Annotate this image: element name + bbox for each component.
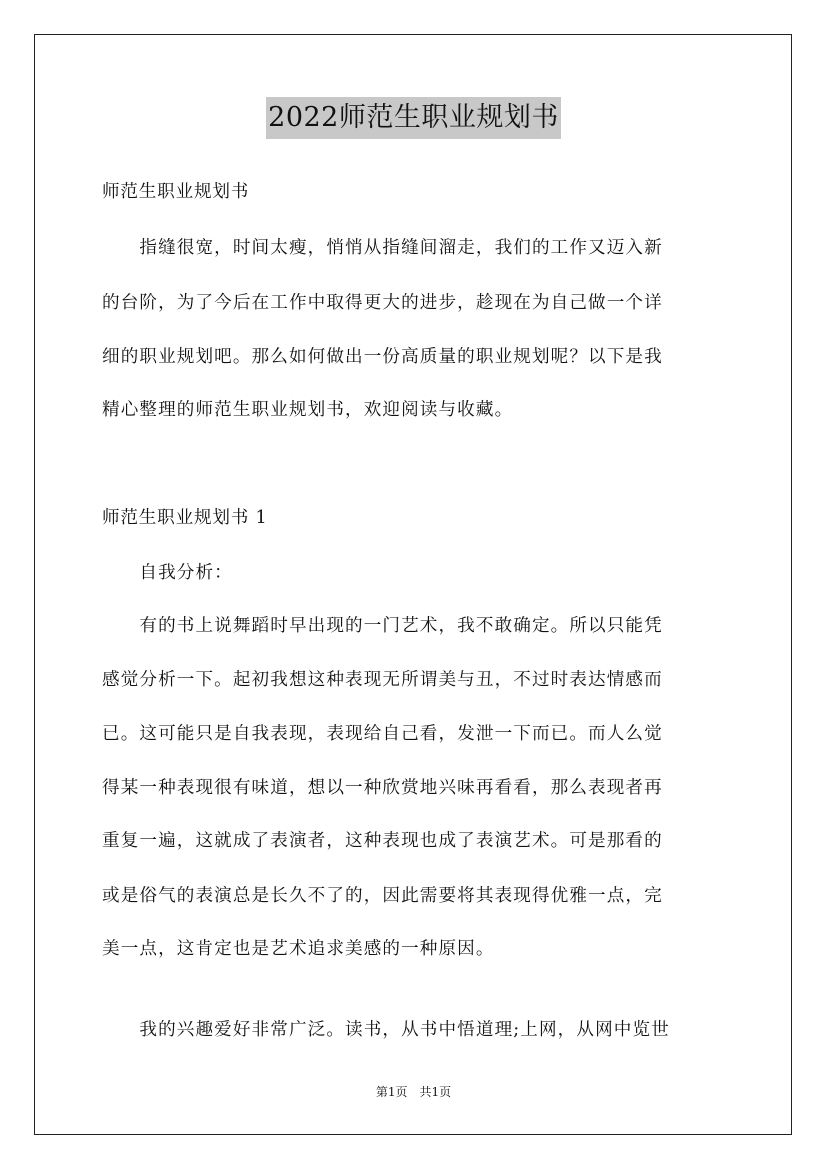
intro-heading: 师范生职业规划书 bbox=[102, 182, 250, 202]
intro-line: 细的职业规划吧。那么如何做出一份高质量的职业规划呢？以下是我 bbox=[102, 347, 663, 367]
body-line: 感觉分析一下。起初我想这种表现无所谓美与丑，不过时表达情感而 bbox=[102, 670, 663, 690]
title-container bbox=[0, 97, 827, 139]
section-heading: 师范生职业规划书 1 bbox=[102, 508, 268, 528]
body-line: 得某一种表现很有味道，想以一种欣赏地兴味再看看，那么表现者再 bbox=[102, 778, 663, 798]
body-line: 或是俗气的表演总是长久不了的，因此需要将其表现得优雅一点，完 bbox=[102, 886, 663, 906]
intro-line: 指缝很宽，时间太瘦，悄悄从指缝间溜走，我们的工作又迈入新 bbox=[102, 238, 663, 258]
page-number: 第1页 共1页 bbox=[375, 1085, 452, 1099]
intro-line: 精心整理的师范生职业规划书，欢迎阅读与收藏。 bbox=[102, 400, 514, 420]
section-label: 自我分析： bbox=[102, 563, 233, 583]
body-line: 美一点，这肯定也是艺术追求美感的一种原因。 bbox=[102, 939, 495, 959]
body-line: 重复一遍，这就成了表演者，这种表现也成了表演艺术。可是那看的 bbox=[102, 831, 663, 851]
body-line: 有的书上说舞蹈时早出现的一门艺术，我不敢确定。所以只能凭 bbox=[102, 616, 663, 636]
page-footer bbox=[0, 1083, 827, 1101]
intro-line: 的台阶，为了今后在工作中取得更大的进步，趁现在为自己做一个详 bbox=[102, 293, 663, 313]
body-line: 已。这可能只是自我表现，表现给自己看，发泄一下而已。而人么觉 bbox=[102, 724, 663, 744]
document-title: 2022师范生职业规划书 bbox=[266, 97, 561, 139]
body-line: 我的兴趣爱好非常广泛。读书，从书中悟道理;上网，从网中览世 bbox=[102, 1020, 670, 1040]
